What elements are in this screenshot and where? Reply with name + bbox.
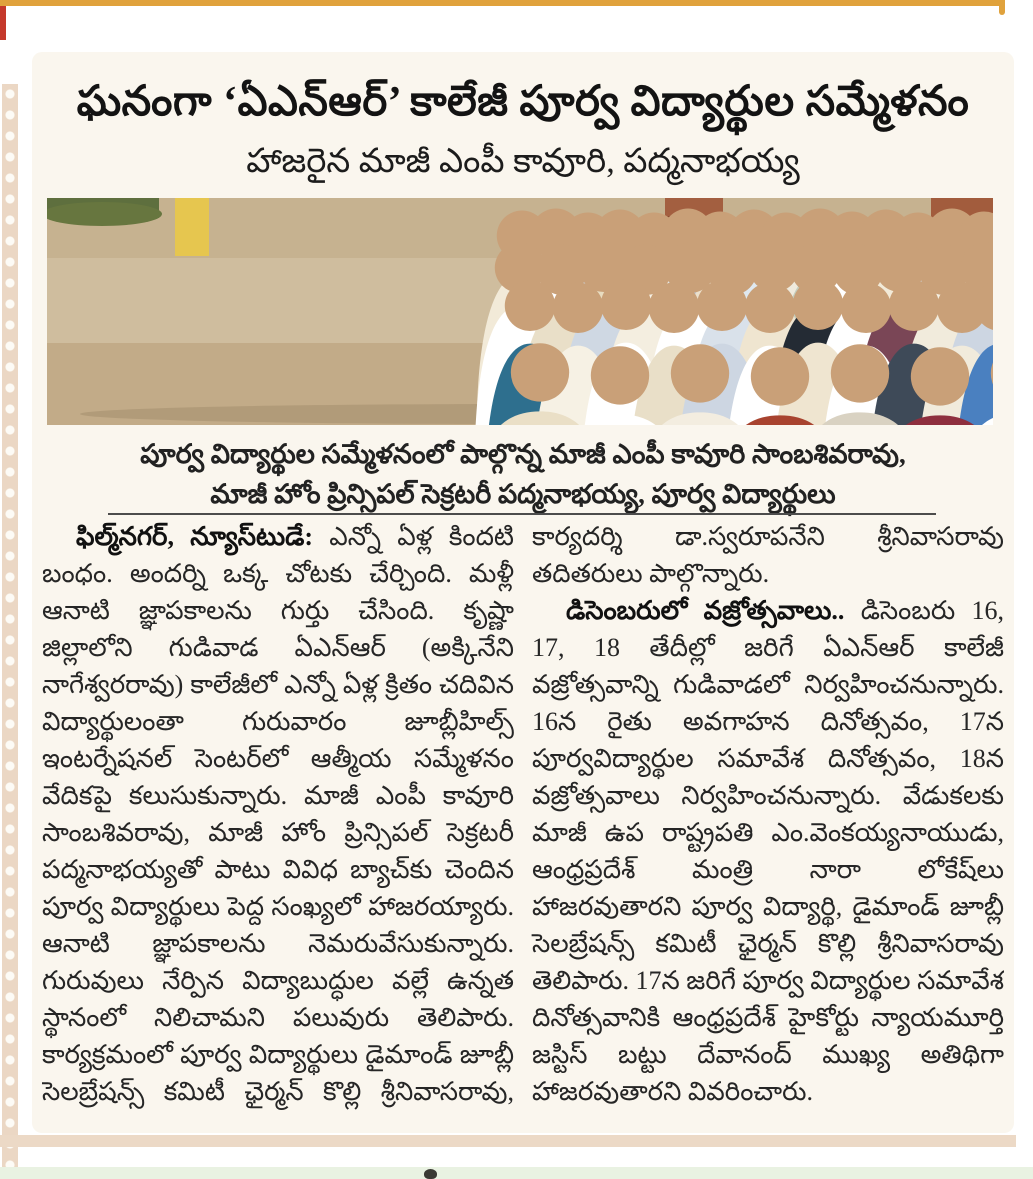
subheadline: హాజరైన మాజీ ఎంపీ కావూరి, పద్మనాభయ్య	[246, 143, 800, 181]
photo-caption-line2: మాజీ హోం ప్రిన్సిపల్ సెక్రటరీ పద్మనాభయ్య, పూర్వ విద్యార్థులు	[210, 479, 836, 509]
paragraph-1-text: ఎన్నో ఏళ్ల కిందటి బంధం. అందర్ని ఒక్క చోటకు చేర్చింది. మళ్లీ ఆనాటి జ్ఞాపకాలను గుర్తు చేసింది. కృష్ణా జిల్లాలోని గుడివాడ ఏఎన్ఆర్ (అక్కినేని నాగేశ్వరరావు) కాలేజీలో ఎన్నో ఏళ్ల క్రితం చదివిన విద్యార్థులంతా గురువారం జూబ్లీహిల్స్ ఇంటర్నేషనల్ సెంటర్‌లో ఆత్మీయ సమ్మేళనం వేదికపై కలుసుకున్నారు. మాజీ ఎంపీ కావూరి సాంబశివరావు, మాజీ హోం ప్రిన్సిపల్ సెక్రటరీ పద్మనాభయ్యతో పాటు వివిధ బ్యాచ్‌కు చెందిన పూర్వ విద్యార్థులు పెద్ద సంఖ్యలో హాజరయ్యారు. ఆనాటి జ్ఞాపకాలను నెమరువేసుకున్నారు. గురువులు నేర్పిన విద్యాబుద్ధుల వల్లే ఉన్నత స్థానంలో నిలిచామని పలువురు తెలిపారు. కార్యక్రమంలో పూర్వ విద్యార్థులు డైమాండ్ జూబ్లీ సెలబ్రేషన్స్ కమిటీ ఛైర్మన్ కొల్లి శ్రీనివాసరావు, కార్యదర్శి డా.స్వరూపనేని శ్రీనివాసరావు తదితరులు పాల్గొన్నారు.	[42, 522, 1004, 1106]
headline: ఘనంగా ‘ఏఎన్ఆర్’ కాలేజీ పూర్వ విద్యార్థుల సమ్మేళనం	[76, 79, 970, 125]
article-card	[32, 52, 1014, 1133]
perforated-film-edge	[2, 84, 18, 1179]
red-edge-mark	[0, 6, 6, 40]
paragraph-2	[532, 592, 1004, 1110]
dateline: ఫిల్మ్‌నగర్, న్యూస్‌టుడే:	[76, 522, 313, 551]
paragraph-2-text: డిసెంబరు 16, 17, 18 తేదీల్లో జరిగే ఏఎన్ఆర్ కాలేజీ వజ్రోత్సవాన్ని గుడివాడలో నిర్వహించనున్నారు. 16న రైతు అవగాహన దినోత్సవం, 17న పూర్వవిద్యార్థుల సమావేశ దినోత్సవం, 18న వజ్రోత్సవాలు నిర్వహించనున్నారు. వేడుకలకు మాజీ ఉప రాష్ట్రపతి ఎం.వెంకయ్యనాయుడు, ఆంధ్రప్రదేశ్ మంత్రి నారా లోకేష్‌లు హాజరవుతారని పూర్వ విద్యార్థి, డైమాండ్ జూబ్లీ సెలబ్రేషన్స్ కమిటీ ఛైర్మన్ కొల్లి శ్రీనివాసరావు తెలిపారు. 17న జరిగే పూర్వ విద్యార్థుల సమావేశ దినోత్సవానికి ఆంధ్రప్రదేశ్ హైకోర్టు న్యాయమూర్తి జస్టిస్ బట్టు దేవానంద్ ముఖ్య అతిథిగా హాజరవుతారని వివరించారు.	[532, 596, 1004, 1106]
top-border-corner	[999, 0, 1005, 15]
photo-caption	[32, 434, 1014, 514]
group-photo	[47, 198, 993, 425]
caption-divider-line	[108, 513, 936, 515]
article-body	[42, 518, 1004, 1124]
cut-off-glyph-mark	[424, 1169, 437, 1179]
bottom-green-strip	[0, 1167, 1033, 1179]
section-lead: డిసెంబరులో వజ్రోత్సవాలు..	[566, 596, 845, 625]
photo-caption-line1: పూర్వ విద్యార్థుల సమ్మేళనంలో పాల్గొన్న మాజీ ఎంపీ కావూరి సాంబశివరావు,	[140, 439, 906, 469]
bottom-tan-strip	[0, 1135, 1016, 1147]
top-border-line	[0, 0, 1004, 6]
